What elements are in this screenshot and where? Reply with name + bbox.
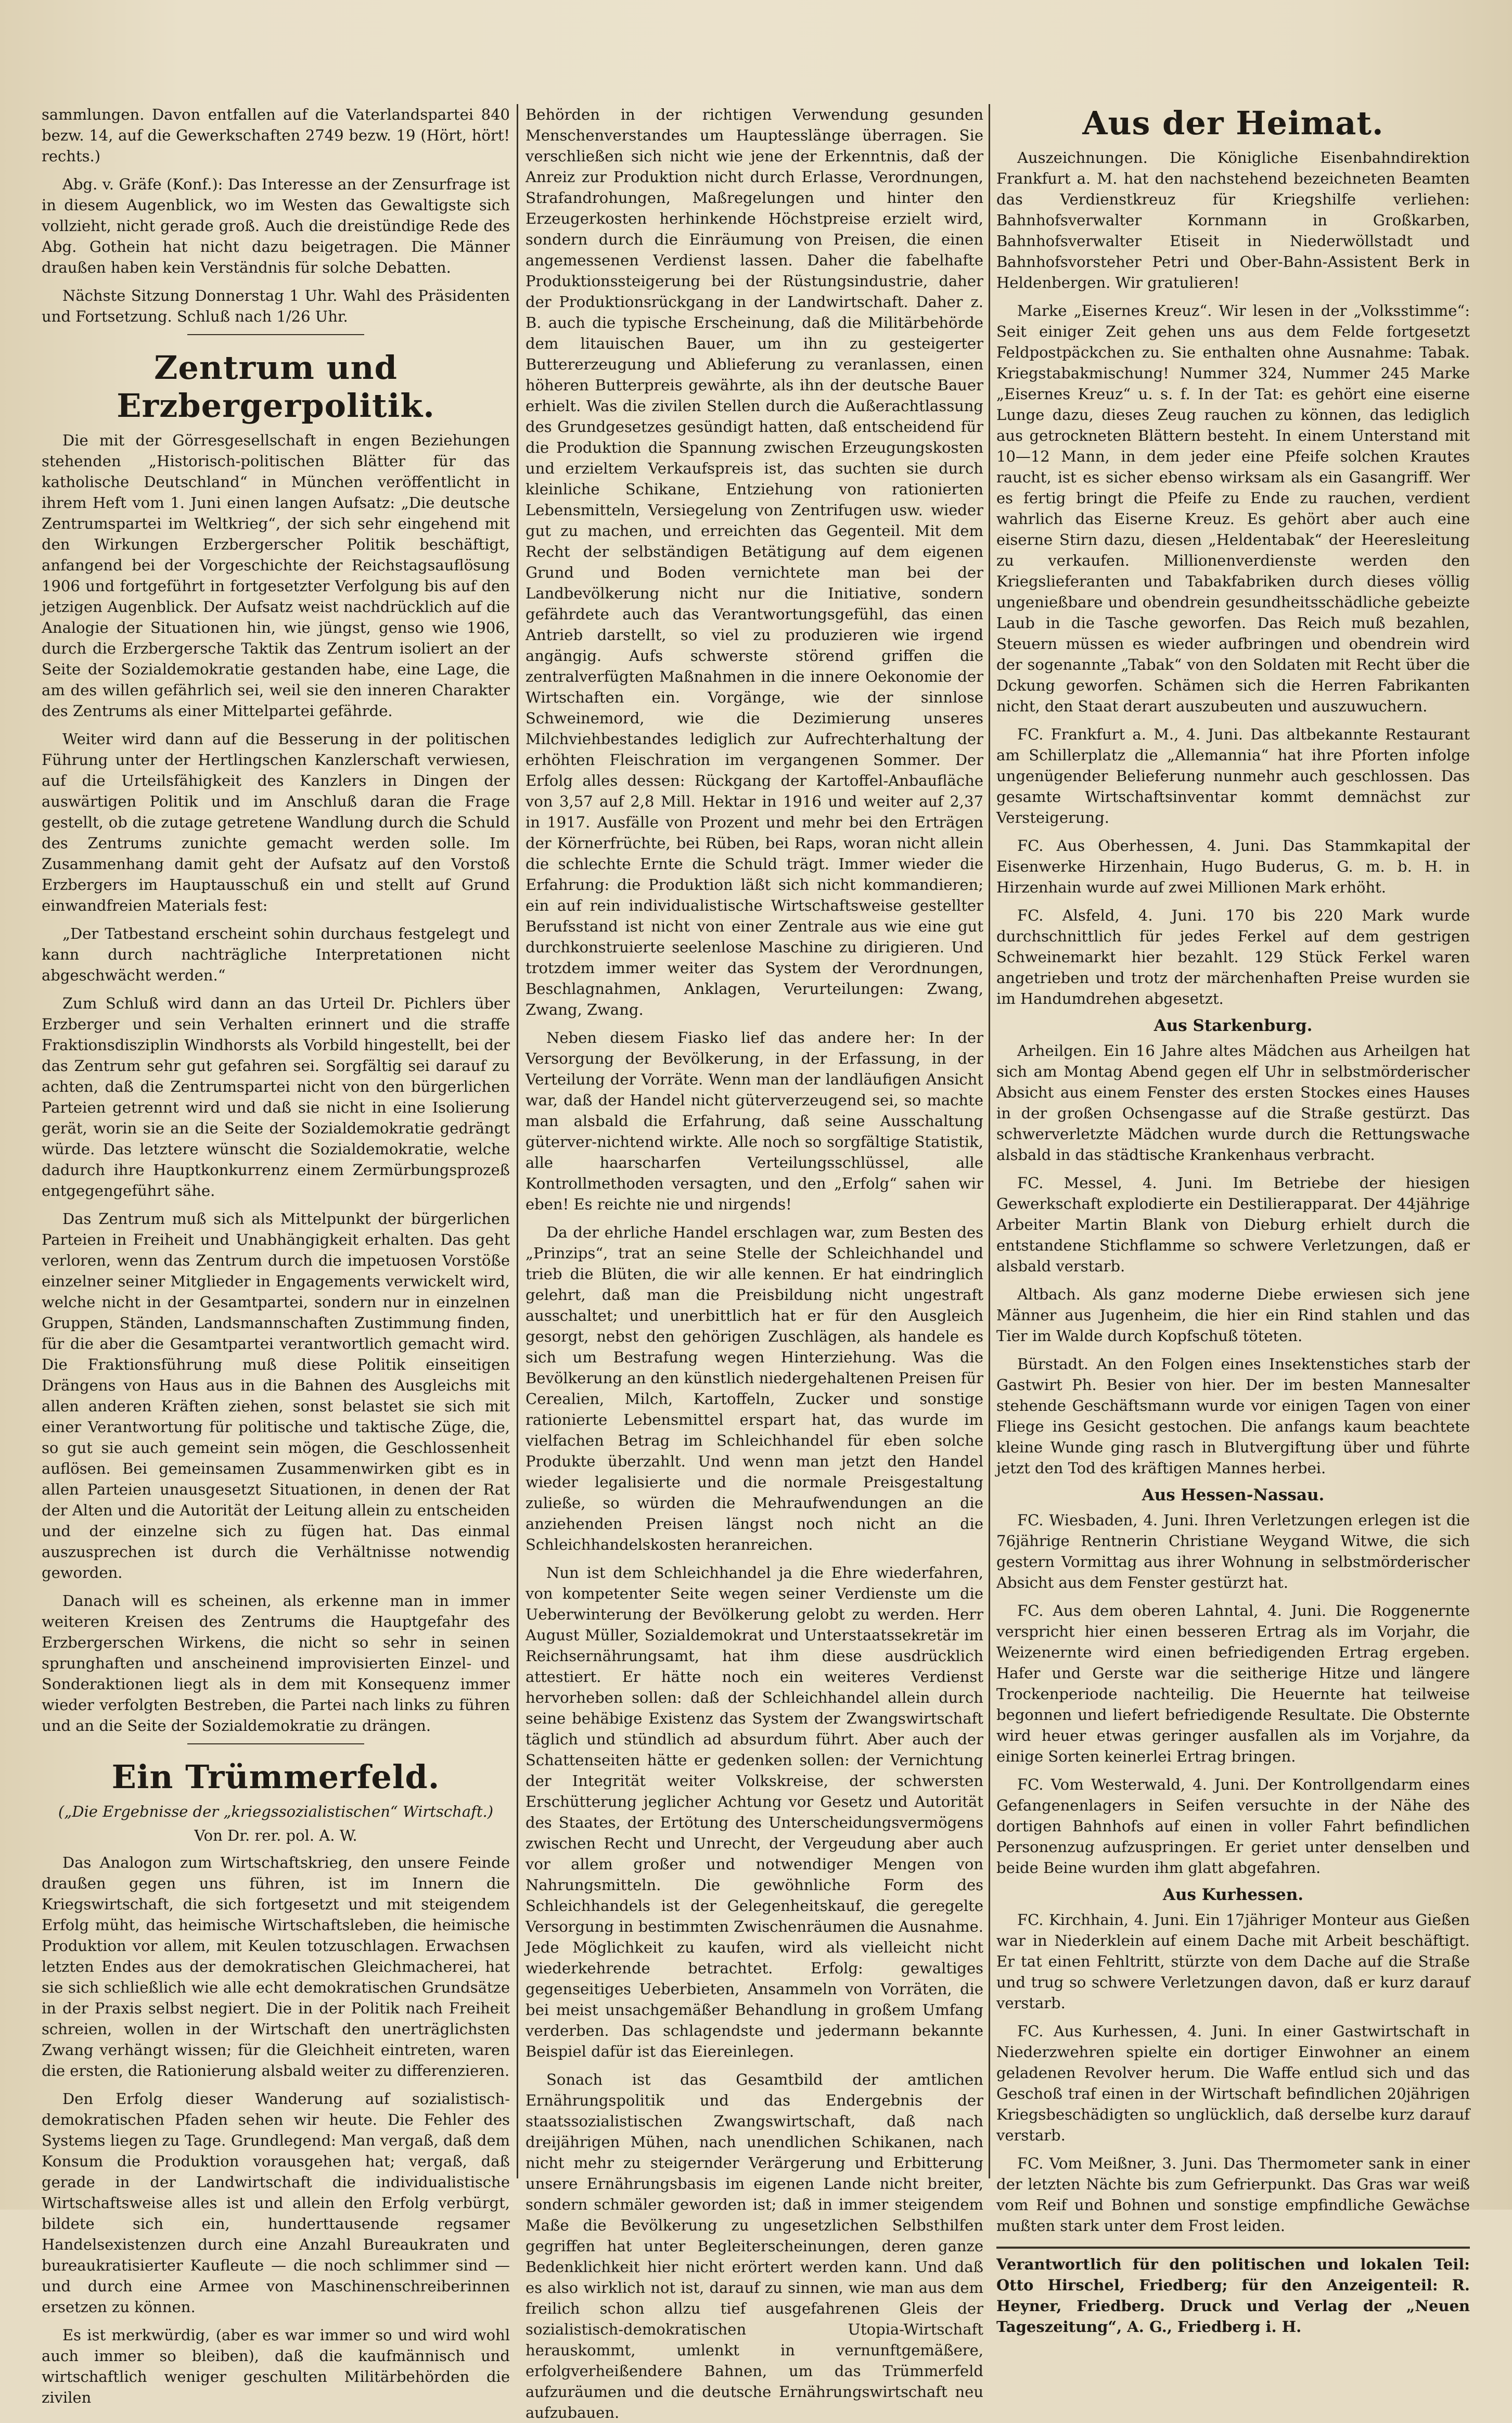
article-text: Nun ist dem Schleichhandel ja die Ehre wiederfahren, von kompetenter Seite wegen seiner Verdienste um die Ueberwinterung der Bevölkerung gelobt zu werden. Herr August Müller, Sozialdemokrat und Unterstaatssekretär im Reichsernährungsamt, hat ihm diese ausdrücklich attestiert. Er hätte noch ein weiteres Verdienst hervorheben sollen: daß der Schleichhandel allein durch seine behäbige Existenz das System der Zwangswirtschaft täglich und stündlich ad absurdum führt. Aber auch der Schattenseiten hätte er gedenken sollen: der Vernichtung der Integrität weiter Volkskreise, der schwersten Erschütterung jeglicher Achtung vor Gesetz und Autorität des Staates, der Ertötung des Unterscheidungsvermögens zwischen Recht und Unrecht, der Vergeudung aber auch vor allem großer und notwendiger Mengen von Nahrungsmitteln. Die gewöhnliche Form des Schleichhandels ist der Gelegenheitskauf, die geregelte Versorgung in bestimmten Zwischenräumen die Ausnahme. Jede Möglichkeit zu kaufen, wird als vielleicht nicht wiederkehrende betrachtet. Erfolg: gewaltiges gegenseitiges Ueberbieten, Ansammeln von Vorräten, die bei meist unsachgemäßer Behandlung in großem Umfang verderben. Das schlagendste und jedermann bekannte Beispiel dafür ist das Eiereinlegen.	[526, 1564, 983, 2060]
article-text: Die mit der Görresgesellschaft in engen Beziehungen stehenden „Historisch-politischen Blätter für das katholische Deutschland“ in München veröffentlicht in ihrem Heft vom 1. Juni einen langen Aufsatz: „Die deutsche Zentrumspartei im Weltkrieg“, der sich sehr eingehend mit den Wirkungen Erzbergerscher Politik beschäftigt, anfangend bei der Vorgeschichte der Reichstagsauflösung 1906 und fortgeführt in fortgesetzter Verfolgung bis auf den jetzigen Augenblick. Der Aufsatz weist nachdrücklich auf die Analogie der Situationen hin, wie jüngst, genso wie 1906, durch die Erzbergersche Taktik das Zentrum isoliert an der Seite der Sozialdemokratie gestanden habe, eine Lage, die am des willen gefährlich sei, weil sie den inneren Charakter des Zentrums als einer Mittelpartei gefährde.	[42, 431, 510, 720]
article-headline: Zentrum und Erzbergerpolitik.	[117, 349, 435, 425]
news-item: FC. Aus dem oberen Lahntal, 4. Juni. Die Roggenernte verspricht hier einen besseren Ertrag als im Vorjahr, die Weizenernte wird einen befriedigenden Ertrag ergeben. Hafer und Gerste war die seitherige Hitze und längere Trockenperiode nachteilig. Die Heuernte hat teilweise begonnen und liefert befriedigende Resultate. Die Obsternte wird heuer etwas geringer ausfallen als im Vorjahre, da einige Sorten keinerlei Ertrag bringen.	[996, 1602, 1470, 1765]
region-heading: Aus Kurhessen.	[1162, 1885, 1304, 1904]
article-quote: „Der Tatbestand erscheint sohin durchaus festgelegt und kann durch nachträgliche Interpretationen nicht abgeschwächt werden.“	[42, 925, 510, 984]
news-item: FC. Aus Kurhessen, 4. Juni. In einer Gastwirtschaft in Niederzwehren spielte ein dortiger Einwohner an einem geladenen Revolver herum. Die Waffe entlud sich und das Geschoß traf einen in der Wirtschaft befindlichen 20jährigen Kriegsbeschädigten so unglücklich, daß derselbe kurz darauf verstarb.	[996, 2022, 1470, 2144]
column-middle	[526, 104, 983, 2421]
article-text: Danach will es scheinen, als erkenne man in immer weiteren Kreisen des Zentrums die Hauptgefahr des Erzbergerschen Wirkens, die nicht so sehr in seinen sprunghaften und anscheinend improvisierten Einzel- und Sonderaktionen liegt als in dem mit Konsequenz immer wieder verfolgten Bestreben, die Partei nach links zu führen und an die Seite der Sozialdemokratie zu drängen.	[42, 1592, 510, 1735]
column-rule	[989, 104, 990, 2178]
region-heading: Aus Starkenburg.	[1154, 1016, 1313, 1035]
news-item: FC. Aus Oberhessen, 4. Juni. Das Stammkapital der Eisenwerke Hirzenhain, Hugo Buderus, G. m. b. H. in Hirzenhain wurde auf zwei Millionen Mark erhöht.	[996, 837, 1470, 896]
region-heading: Aus Hessen-Nassau.	[1142, 1486, 1325, 1504]
news-item: Auszeichnungen. Die Königliche Eisenbahndirektion Frankfurt a. M. hat den nachstehend bezeichneten Beamten das Verdienstkreuz für Kriegshilfe verliehen: Bahnhofsverwalter Kornmann in Großkarben, Bahnhofsverwalter Etiseit in Niederwöllstadt und Bahnhofsvorsteher Petri und Ober-Bahn-Assistent Berk in Heldenbergen. Wir gratulieren!	[996, 149, 1470, 291]
article-subheading: („Die Ergebnisse der „kriegssozialistischen“ Wirtschaft.)	[58, 1803, 494, 1820]
divider	[187, 1743, 364, 1744]
news-item: FC. Vom Westerwald, 4. Juni. Der Kontrollgendarm eines Gefangenenlagers in Seifen versuchte in der Nähe des dortigen Bahnhofs auf einen in voller Fahrt befindlichen Personenzug aufzuspringen. Er geriet unter denselben und beide Beine wurden ihm glatt abgefahren.	[996, 1776, 1470, 1877]
news-item: FC. Wiesbaden, 4. Juni. Ihren Verletzungen erlegen ist die 76jährige Rentnerin Christiane Weygand Witwe, die sich gestern Vormittag aus ihrer Wohnung in selbstmörderischer Absicht aus dem Fenster gestürzt hat.	[996, 1511, 1470, 1591]
article-headline: Ein Trümmerfeld.	[111, 1758, 440, 1796]
article-text: Behörden in der richtigen Verwendung gesunden Menschenverstandes um Hauptesslänge überragen. Sie verschließen sich nicht wie jene der Erkenntnis, daß der Anreiz zur Produktion nicht durch Erlasse, Verordnungen, Strafandrohungen, Maßregelungen und hinter den Erzeugerkosten herhinkende Höchstpreise erzielt wird, sondern durch die Einräumung von Preisen, die einen angemessenen Verdienst lassen. Daher die fabelhafte Produktionssteigerung bei der Rüstungsindustrie, daher der Produktionsrückgang in der Landwirtschaft. Daher z. B. auch die typische Erscheinung, daß die Militärbehörde dem litauischen Bauer, um ihn zu gesteigerter Buttererzeugung und Ablieferung zu veranlassen, einen höheren Butterpreis gewährte, als ihn der deutsche Bauer erhielt. Was die zivilen Stellen durch die Außerachtlassung des Grundgesetzes gesündigt hatten, daß entscheidend für die Produktion die Spannung zwischen Erzeugungskosten und erzieltem Verkaufspreis ist, das suchten sie durch kleinliche Schikane, Entziehung von rationierten Lebensmitteln, Versiegelung von Zentrifugen usw. wieder gut zu machen, und erreichten das Gegenteil. Mit dem Recht der selbständigen Betätigung auf dem eigenen Grund und Boden vernichtete man bei der Landbevölkerung nicht nur die Initiative, sondern gefährdete auch das Verantwortungsgefühl, das einen Antrieb darstellt, so viel zu produzieren wie irgend angängig. Aufs schwerste störend griffen die zentralverfügten Maßnahmen in die innere Oekonomie der Wirtschaften ein. Vorgänge, wie der sinnlose Schweinemord, wie die Dezimierung unseres Milchviehbestandes lediglich zur Aufrechterhaltung der erhöhten Fleischration im vergangenen Sommer. Der Erfolg alles dessen: Rückgang der Kartoffel-Anbaufläche von 3,57 auf 2,8 Mill. Hektar in 1916 und weiter auf 2,37 in 1917. Ausfälle von Prozent und mehr bei den Erträgen der Körnerfrüchte, bei Rüben, bei Raps, woran nicht allein die schlechte Ernte die Schuld trägt. Immer wieder die Erfahrung: die Produktion läßt sich nicht kommandieren; ein auf rein individualistische Wirtschaftsweise gestellter Berufsstand ist nicht von einer Zentrale aus wie eine gut durchkonstruierte seelenlose Maschine zu dirigieren. Und trotzdem immer weiter das System der Verordnungen, Beschlagnahmen, Anklagen, Verurteilungen: Zwang, Zwang, Zwang.	[526, 106, 983, 1018]
news-item: FC. Messel, 4. Juni. Im Betriebe der hiesigen Gewerkschaft explodierte ein Destilierapparat. Der 44jährige Arbeiter Martin Blank von Dieburg erhielt durch die entstandene Stichflamme so schwere Verletzungen, daß er alsbald verstarb.	[996, 1174, 1470, 1275]
column-rule	[517, 104, 518, 2178]
article-text: Das Analogon zum Wirtschaftskrieg, den unsere Feinde draußen gegen uns führen, ist im Innern die Kriegswirtschaft, die sich fortgesetzt und mit steigendem Erfolg müht, das heimische Wirtschaftsleben, die heimische Produktion vor allem, mit Keulen totzuschlagen. Erwachsen letzten Endes aus der demokratischen Gleichmacherei, hat sie sich schließlich wie alle echt demokratischen Grundsätze in der Praxis selbst negiert. Die in der Politik nach Freiheit schreien, wollen in der Wirtschaft den unerträglichsten Zwang verhängt wissen; für die Gleichheit eintreten, waren die ersten, die Rationierung alsbald weiter zu differenzieren.	[42, 1854, 510, 2080]
article-text: Nächste Sitzung Donnerstag 1 Uhr. Wahl des Präsidenten und Fortsetzung. Schluß nach 1/26 Uhr.	[42, 287, 510, 325]
article-text: Weiter wird dann auf die Besserung in der politischen Führung unter der Hertlingschen Kanzlerschaft verwiesen, auf die Urteilsfähigkeit des Kanzlers in Dingen der auswärtigen Politik und im Anschluß daran die Frage gestellt, ob die zutage getretene Wandlung durch die Schuld des Zentrums zunichte gemacht werden solle. Im Zusammenhang damit geht der Aufsatz auf den Vorstoß Erzbergers im Hauptausschuß ein und stellt auf Grund einwandfreien Materials fest:	[42, 730, 510, 914]
news-item: FC. Kirchhain, 4. Juni. Ein 17jähriger Monteur aus Gießen war in Niederklein auf einem Dache mit Arbeit beschäftigt. Er tat einen Fehltritt, stürzte von dem Dache auf die Straße und trug so schwere Verletzungen davon, daß er kurz darauf verstarb.	[996, 1911, 1470, 2012]
news-item: Altbach. Als ganz moderne Diebe erwiesen sich jene Männer aus Jugenheim, die hier ein Rind stahlen und das Tier im Walde durch Kopfschuß töteten.	[996, 1285, 1470, 1345]
article-text: Neben diesem Fiasko lief das andere her: In der Versorgung der Bevölkerung, in der Erfassung, in der Verteilung der Vorräte. Wenn man der landläufigen Ansicht war, daß der Handel nicht güterverzeugend sei, so machte man alsbald die Erfahrung, daß seine Ausschaltung güterver-nichtend wirkte. Alle noch so sorgfältige Statistik, alle haarscharfen Verteilungsschlüssel, alle Kontrollmethoden versagten, und den „Erfolg“ sahen wir eben! Es reichte nie und nirgends!	[526, 1029, 983, 1213]
article-text: Das Zentrum muß sich als Mittelpunkt der bürgerlichen Parteien in Freiheit und Unabhängigkeit erhalten. Das geht verloren, wenn das Zentrum durch die impetuosen Vorstöße einzelner seiner Mitglieder in Engagements verwickelt wird, welche nicht in der Gesamtpartei, sondern nur in einzelnen Gruppen, Ständen, Landsmannschaften Zustimmung finden, für die aber die Gesamtpartei verantwortlich gemacht wird. Die Fraktionsführung muß diese Politik einseitigen Drängens von Haus aus in die Bahnen des Ausgleichs mit allen anderen Kräften ziehen, sonst belastet sie sich mit einer Verantwortung für politische und taktische Züge, die, so gut sie auch gemeint sein mögen, die Geschlossenheit auflösen. Bei gemeinsamen Zusammenwirken gibt es in allen Parteien unausgesetzt Situationen, in denen der Rat der Alten und die Autorität der Leitung allein zu entscheiden und der einzelne sich zu fügen hat. Das einmal auszusprechen ist durch die Verhältnisse notwendig geworden.	[42, 1210, 510, 1582]
article-byline: Von Dr. rer. pol. A. W.	[194, 1827, 357, 1844]
article-text: Abg. v. Gräfe (Konf.): Das Interesse an der Zensurfrage ist in diesem Augenblick, wo im Westen das Gewaltigste sich vollzieht, nicht gerade groß. Auch die dreistündige Rede des Abg. Gothein hat nicht dazu beigetragen. Die Männer draußen haben kein Verständnis für solche Debatten.	[42, 175, 510, 276]
news-item: FC. Vom Meißner, 3. Juni. Das Thermometer sank in einer der letzten Nächte bis zum Gefrierpunkt. Das Gras war weiß vom Reif und Bohnen und sonstige empfindliche Gewächse mußten stark unter dem Frost leiden.	[996, 2154, 1470, 2235]
news-item: Arheilgen. Ein 16 Jahre altes Mädchen aus Arheilgen hat sich am Montag Abend gegen elf Uhr in selbstmörderischer Absicht aus einem Fenster des ersten Stockes eines Hauses in der großen Ochsengasse auf die Straße gestürzt. Das schwerverletzte Mädchen wurde durch die Rettungswache alsbald in das städtische Krankenhaus verbracht.	[996, 1042, 1470, 1164]
article-text: Den Erfolg dieser Wanderung auf sozialistisch-demokratischen Pfaden sehen wir heute. Die Fehler des Systems liegen zu Tage. Grundlegend: Man vergaß, daß dem Konsum die Produktion vorausgehen hat; vergaß, daß gerade in der Landwirtschaft die individualistische Wirtschaftsweise alles ist und allein den Erfolg verbürgt, bildete sich ein, hunderttausende regsamer Handelsexistenzen durch eine Anzahl Bureaukraten und bureaukratisierter Kaufleute — die noch schlimmer sind — und durch eine Armee von Maschinenschreiberinnen ersetzen zu können.	[42, 2090, 510, 2316]
news-item: FC. Alsfeld, 4. Juni. 170 bis 220 Mark wurde durchschnittlich für jedes Ferkel auf dem gestrigen Schweinemarkt hier bezahlt. 129 Stück Ferkel waren angetrieben und trotz der märchenhaften Preise wurden sie im Handumdrehen abgesetzt.	[996, 907, 1470, 1008]
news-item: Bürstadt. An den Folgen eines Insektenstiches starb der Gastwirt Ph. Besier von hier. Der im besten Mannesalter stehende Geschäftsmann wurde vor einigen Tagen von einer Fliege ins Gesicht gestochen. Die anfangs kaum beachtete kleine Wunde ging rasch in Blutvergiftung über und führte jetzt den Tod des kräftigen Mannes herbei.	[996, 1355, 1470, 1477]
article-text: Sonach ist das Gesamtbild der amtlichen Ernährungspolitik und das Endergebnis der staatssozialistischen Zwangswirtschaft, daß nach dreijährigen Mühen, nach unendlichen Schikanen, nach nicht mehr zu steigernder Verärgerung und Erbitterung unsere Ernährungsbasis im eigenen Lande nicht breiter, sondern schmäler geworden ist; daß in immer steigendem Maße die Bevölkerung zu ungesetzlichen Selbsthilfen gegriffen hat unter Begleiterscheinungen, deren ganze Bedenklichkeit hier nicht erörtert werden kann. Und daß es also wirklich not ist, darauf zu sinnen, wie man aus dem freilich schon allzu tief ausgefahrenen Gleis der sozialistisch-demokratischen Utopia-Wirtschaft herauskommt, umlenkt in vernunftgemäßere, erfolgverheißendere Bahnen, um das Trümmerfeld aufzuräumen und die deutsche Ernährungswirtschaft neu aufzubauen.	[526, 2071, 983, 2421]
column-left	[42, 104, 510, 2406]
divider	[187, 334, 364, 335]
column-right	[996, 104, 1470, 2336]
article-text: Zum Schluß wird dann an das Urteil Dr. Pichlers über Erzberger und sein Verhalten erinnert und die straffe Fraktionsdisziplin Windhorsts als Vorbild hingestellt, bei der das Zentrum sehr gut gefahren sei. Sorgfältig sei darauf zu achten, daß die Zentrumspartei nicht von den bürgerlichen Parteien getrennt wird und daß sie nicht in eine Isolierung gerät, worin sie an die Seite der Sozialdemokratie gedrängt würde. Das letztere wünscht die Sozialdemokratie, welche dadurch ihre Hauptkonkurrenz einem Zermürbungsprozeß entgegengeführt sähe.	[42, 994, 510, 1200]
article-text: sammlungen. Davon entfallen auf die Vaterlandspartei 840 bezw. 14, auf die Gewerkschaften 2749 bezw. 19 (Hört, hört! rechts.)	[42, 106, 510, 165]
imprint: Verantwortlich für den politischen und lokalen Teil: Otto Hirschel, Friedberg; für den Anzeigenteil: R. Heyner, Friedberg. Druck und Verlag der „Neuen Tageszeitung“, A. G., Friedberg i. H.	[996, 2247, 1470, 2337]
news-item: FC. Frankfurt a. M., 4. Juni. Das altbekannte Restaurant am Schillerplatz die „Allemannia“ hat ihre Pforten infolge ungenügender Belieferung nunmehr auch geschlossen. Das gesamte Wirtschaftsinventar kommt demnächst zur Versteigerung.	[996, 725, 1470, 826]
news-item: Marke „Eisernes Kreuz“. Wir lesen in der „Volksstimme“: Seit einiger Zeit gehen uns aus dem Felde fortgesetzt Feldpostpäckchen zu. Sie enthalten ohne Ausnahme: Tabak. Kriegstabakmischung! Nummer 324, Nummer 245 Marke „Eisernes Kreuz“ u. s. f. In der Tat: es gehört eine eiserne Lunge dazu, dieses Zeug rauchen zu können, das lediglich aus getrockneten Blättern besteht. In einem Unterstand mit 10—12 Mann, in dem jeder eine Pfeife solchen Krautes raucht, ist es sicher ebenso wirksam als ein Gasangriff. Wer es fertig bringt die Pfeife zu Ende zu rauchen, verdient wahrlich das Eiserne Kreuz. Es gehört aber auch eine eiserne Stirn dazu, diesen „Heldentabak“ der Heeresleitung zu verkaufen. Millionenverdienste werden den Kriegslieferanten und Tabakfabriken durch dieses völlig ungenießbare und obendrein gesundheitsschädliche gebeizte Laub in die Tasche geworfen. Das Reich muß bezahlen, Steuern müssen es wieder aufbringen und obendrein wird der sogenannte „Tabak“ von den Soldaten mit Recht über die Dckung geworfen. Schämen sich die Herren Fabrikanten nicht, den Staat derart auszubeuten und auszuwuchern.	[996, 302, 1470, 715]
article-text: Es ist merkwürdig, (aber es war immer so und wird wohl auch immer so bleiben), daß die kaufmännisch und wirtschaftlich weniger geschulten Militärbehörden die zivilen	[42, 2326, 510, 2406]
article-text: Da der ehrliche Handel erschlagen war, zum Besten des „Prinzips“, trat an seine Stelle der Schleichhandel und trieb die Blüten, die wir alle kennen. Er hat eindringlich gelehrt, daß man die Preisbildung nicht ungestraft ausschaltet; und unerbittlich hat er für den Ausgleich gesorgt, nebst den gehörigen Zuschlägen, als handele es sich um Bestrafung wegen Hinterziehung. Was die Bevölkerung an den künstlich niedergehaltenen Preisen für Cerealien, Milch, Kartoffeln, Zucker und sonstige rationierte Lebensmittel erspart hat, das wurde im vielfachen Betrag im Schleichhandel für eben solche Produkte überzahlt. Und wenn man jetzt den Handel wieder legalisierte und die normale Preisgestaltung zuließe, so würden die Mehraufwendungen an die anziehenden Preisen längst noch nicht an die Schleichhandelskosten heranreichen.	[526, 1223, 983, 1553]
section-headline: Aus der Heimat.	[1082, 104, 1384, 142]
